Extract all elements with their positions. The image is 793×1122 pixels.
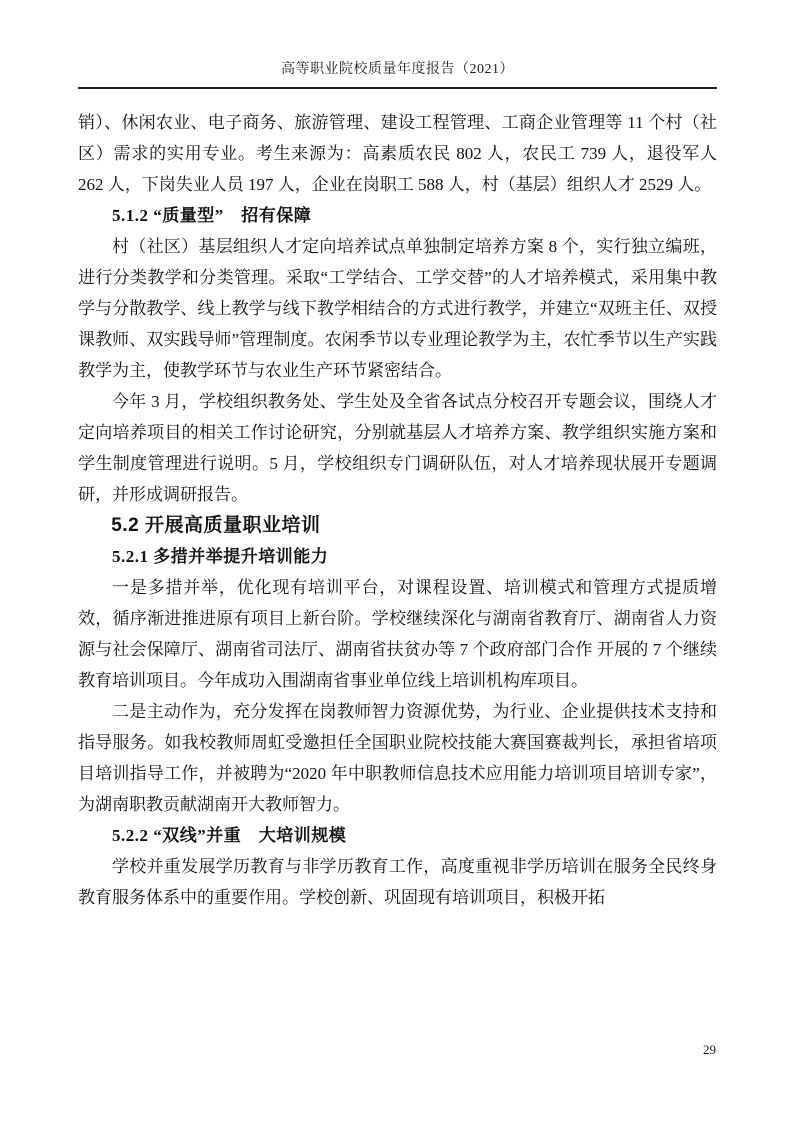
header-title: 高等职业院校质量年度报告（2021）	[281, 62, 514, 77]
page-header	[78, 60, 717, 80]
heading-5-2: 5.2 开展高质量职业培训	[111, 515, 321, 536]
header-divider	[78, 87, 717, 89]
paragraph-training-platform: 一是多措并举，优化现有培训平台，对课程设置、培训模式和管理方式提质增效，循序渐进推进原有项目上新台阶。学校继续深化与湖南省教育厅、湖南省人力资源与社会保障厅、湖南省司法厅、湖南省扶贫办等 7 个政府部门合作 开展的 7 个继续教育培训项目。今年成功入围湖南省事业单位线上培训机构库项目。	[78, 578, 717, 690]
paragraph-enrollment-sources: 销）、休闲农业、电子商务、旅游管理、建设工程管理、工商企业管理等 11 个村（社区）需求的实用专业。考生来源为：高素质农民 802 人，农民工 739 人，退役军人 262 人，下岗失业人员 197 人，企业在岗职工 588 人，村（基层）组织人才 2529 人。	[78, 113, 717, 194]
heading-5-2-1: 5.2.1 多措并举提升培训能力	[112, 547, 329, 566]
paragraph-training-scheme: 村（社区）基层组织人才定向培养试点单独制定培养方案 8 个，实行独立编班，进行分类教学和分类管理。采取“工学结合、工学交替”的人才培养模式，采用集中教学与分散教学、线上教学与线下教学相结合的方式进行教学，并建立“双班主任、双授课教师、双实践导师”管理制度。农闲季节以专业理论教学为主，农忙季节以生产实践教学为主，使教学环节与农业生产环节紧密结合。	[78, 237, 717, 380]
page-number: 29	[703, 1042, 716, 1057]
paragraph-march-meeting: 今年 3 月，学校组织教务处、学生处及全省各试点分校召开专题会议，围绕人才定向培养项目的相关工作讨论研究，分别就基层人才培养方案、教学组织实施方案和学生制度管理进行说明。5 月，学校组织专门调研队伍，对人才培养现状展开专题调研，并形成调研报告。	[78, 392, 717, 504]
paragraph-dual-line-training: 学校并重发展学历教育与非学历教育工作，高度重视非学历培训在服务全民终身教育服务体系中的重要作用。学校创新、巩固现有培训项目，积极开拓	[78, 857, 717, 907]
paragraph-teacher-resources: 二是主动作为，充分发挥在岗教师智力资源优势，为行业、企业提供技术支持和指导服务。如我校教师周虹受邀担任全国职业院校技能大赛国赛裁判长，承担省培项目培训指导工作，并被聘为“2020 年中职教师信息技术应用能力培训项目培训专家”，为湖南职教贡献湖南开大教师智力。	[78, 702, 717, 814]
heading-5-2-2: 5.2.2 “双线”并重 大培训规模	[112, 826, 347, 845]
document-body	[78, 107, 717, 913]
heading-5-1-2: 5.1.2 “质量型” 招有保障	[112, 206, 312, 225]
